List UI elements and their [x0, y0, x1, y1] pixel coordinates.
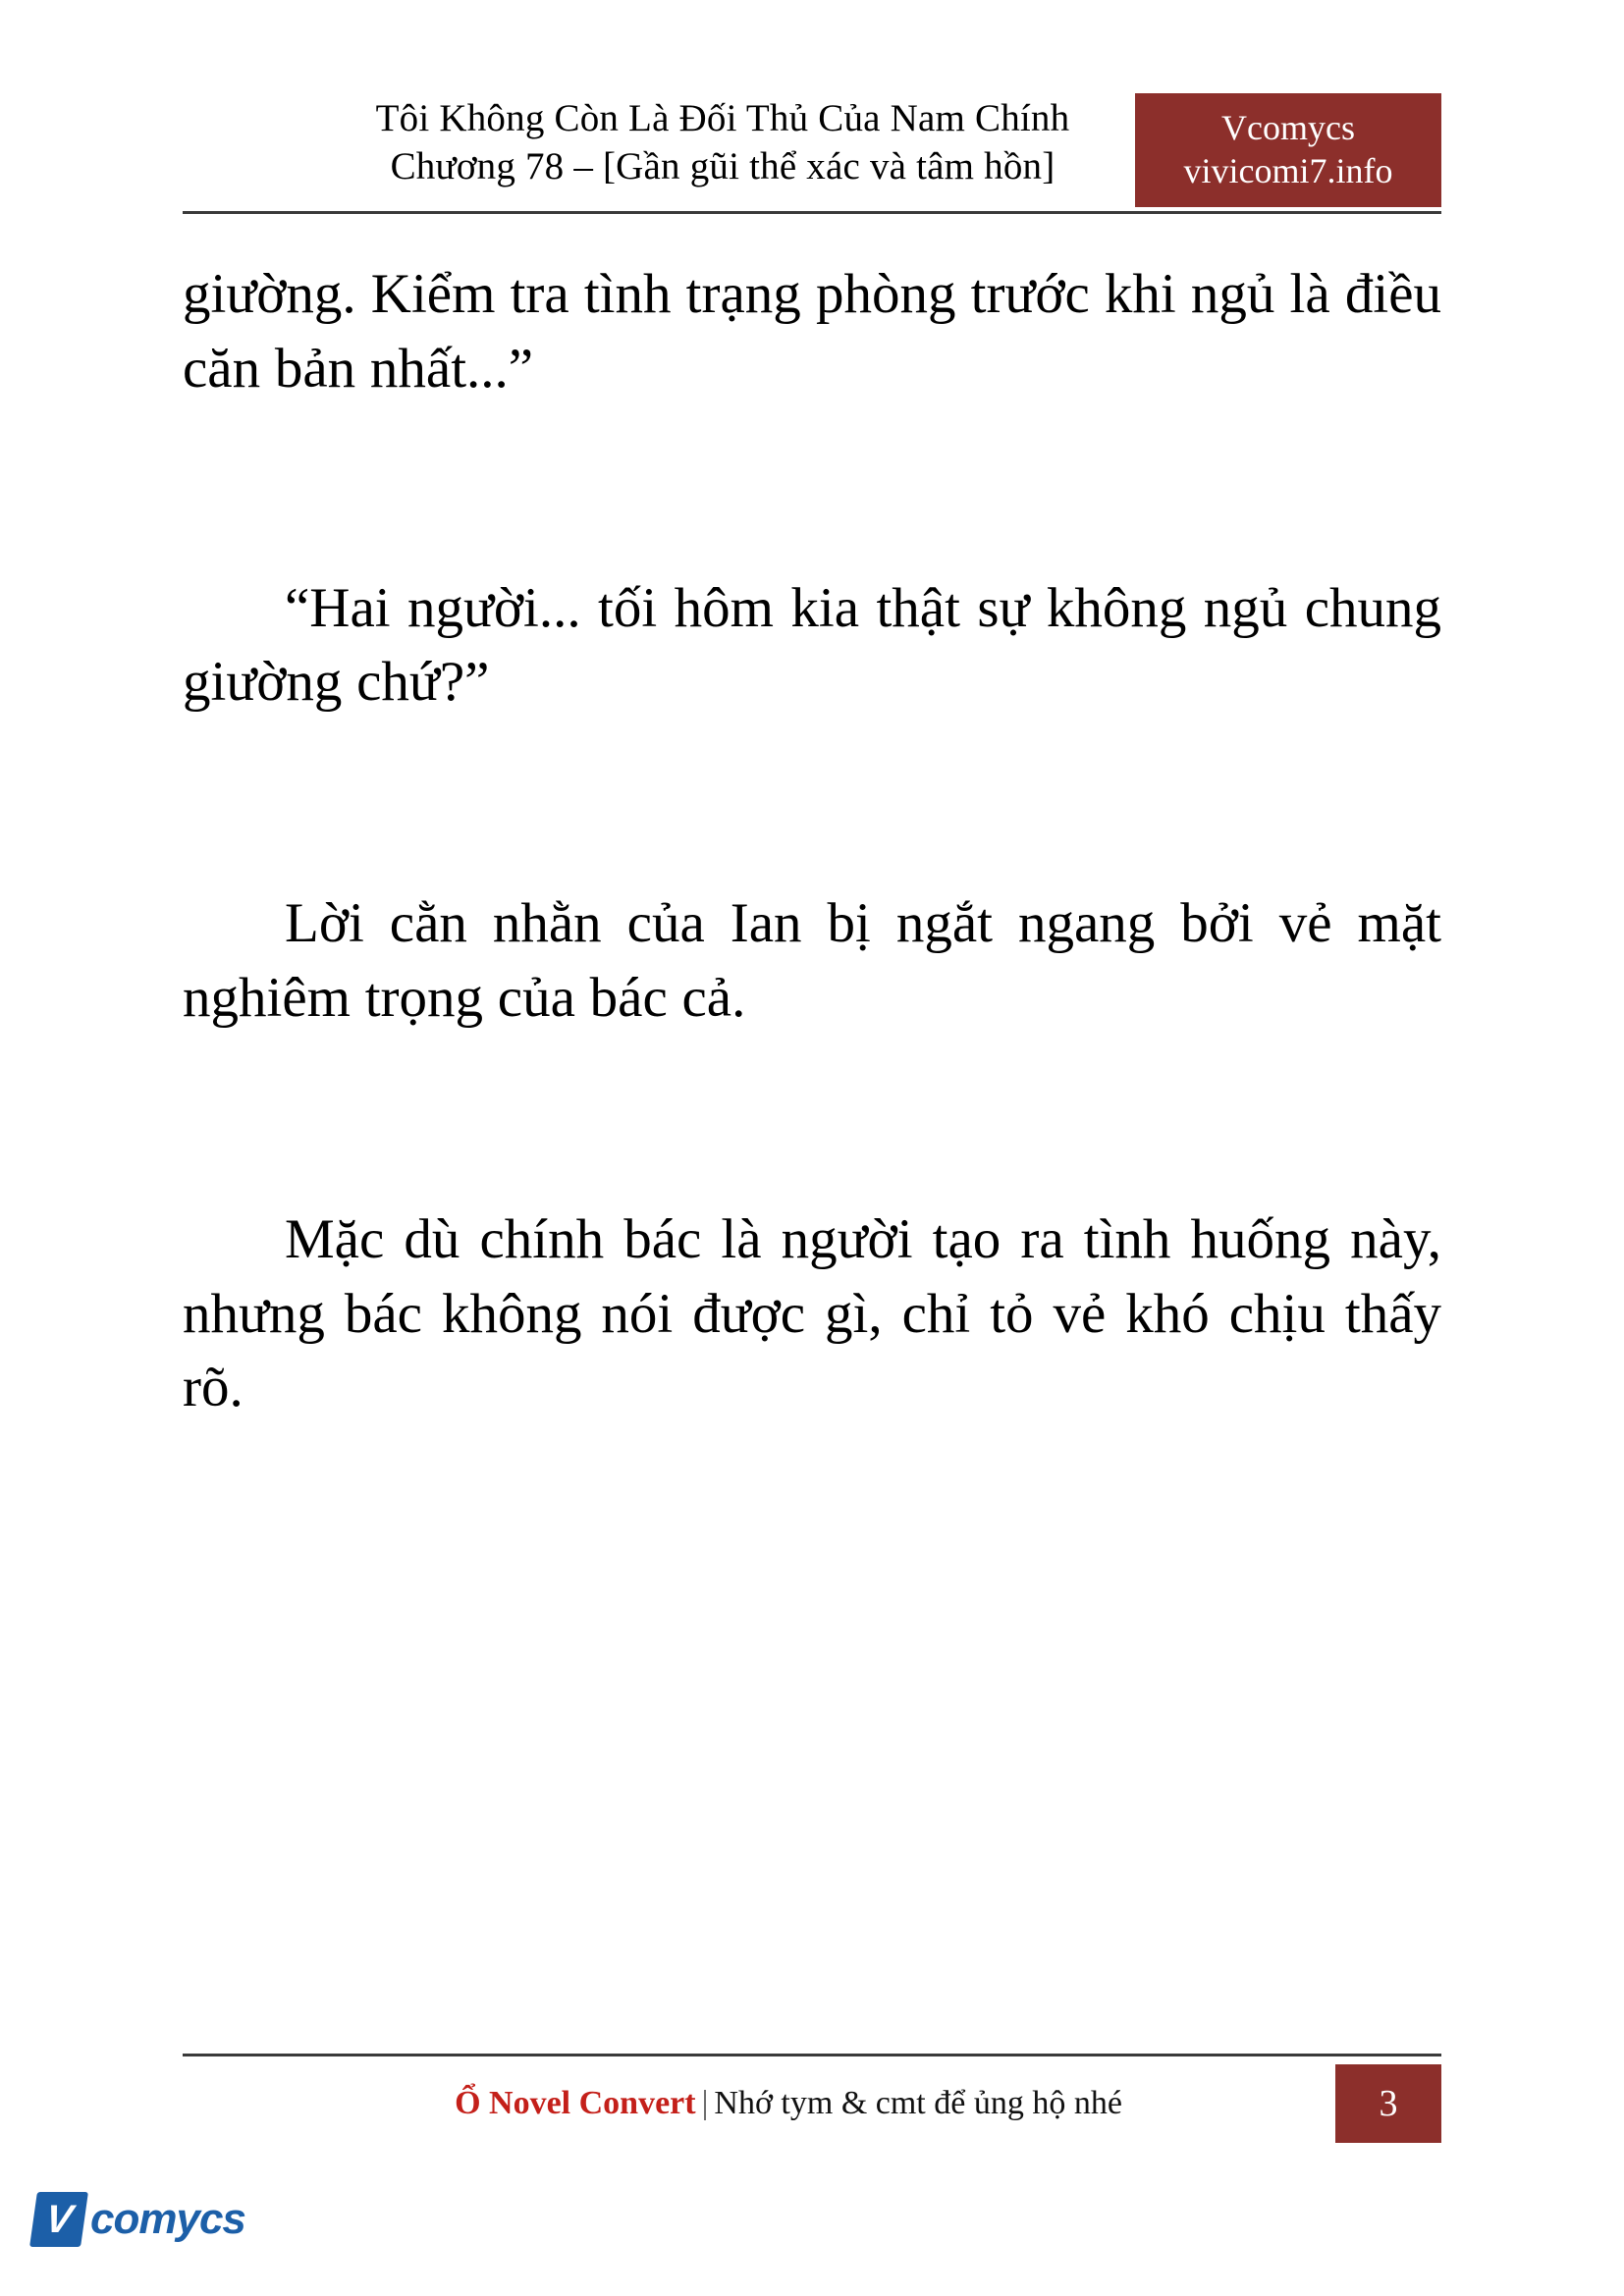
- watermark-text: comycs: [90, 2195, 245, 2243]
- vcomycs-watermark: [33, 2177, 259, 2262]
- paragraph-4: Mặc dù chính bác là người tạo ra tình huống này, nhưng bác không nói được gì, chỉ tỏ vẻ khó chịu thấy rõ.: [183, 1207, 1441, 1419]
- paragraph-spacer: [183, 720, 1441, 886]
- page-number-badge: 3: [1335, 2064, 1441, 2143]
- page-content: [183, 257, 1441, 1425]
- site-badge-url: vivicomi7.info: [1183, 151, 1393, 190]
- page-footer: [183, 2054, 1441, 2148]
- document-title: Tôi Không Còn Là Đối Thủ Của Nam Chính: [375, 97, 1070, 139]
- page-header: [183, 94, 1441, 214]
- paragraph-1: giường. Kiểm tra tình trạng phòng trước khi ngủ là điều căn bản nhất...”: [183, 263, 1441, 400]
- watermark-badge-letter: V: [29, 2192, 88, 2247]
- paragraph-spacer: [183, 1036, 1441, 1202]
- footer-text-group: [455, 2085, 1122, 2122]
- paragraph-2: “Hai người... tối hôm kia thật sự không ngủ chung giường chứ?”: [183, 576, 1441, 714]
- footer-credit: [183, 2056, 1441, 2151]
- site-badge-name: Vcomycs: [1221, 108, 1355, 148]
- footer-note: Nhớ tym & cmt để ủng hộ nhé: [714, 2085, 1122, 2121]
- chapter-title: Chương 78 – [Gần gũi thể xác và tâm hồn]: [390, 145, 1056, 188]
- footer-separator: |: [701, 2085, 709, 2121]
- site-badge: [1135, 93, 1441, 207]
- paragraph-3: Lời cằn nhằn của Ian bị ngắt ngang bởi vẻ mặt nghiêm trọng của bác cả.: [183, 892, 1441, 1029]
- paragraph-spacer: [183, 406, 1441, 571]
- footer-brand: Ổ Novel Convert: [455, 2085, 696, 2121]
- header-titles: [183, 94, 1263, 190]
